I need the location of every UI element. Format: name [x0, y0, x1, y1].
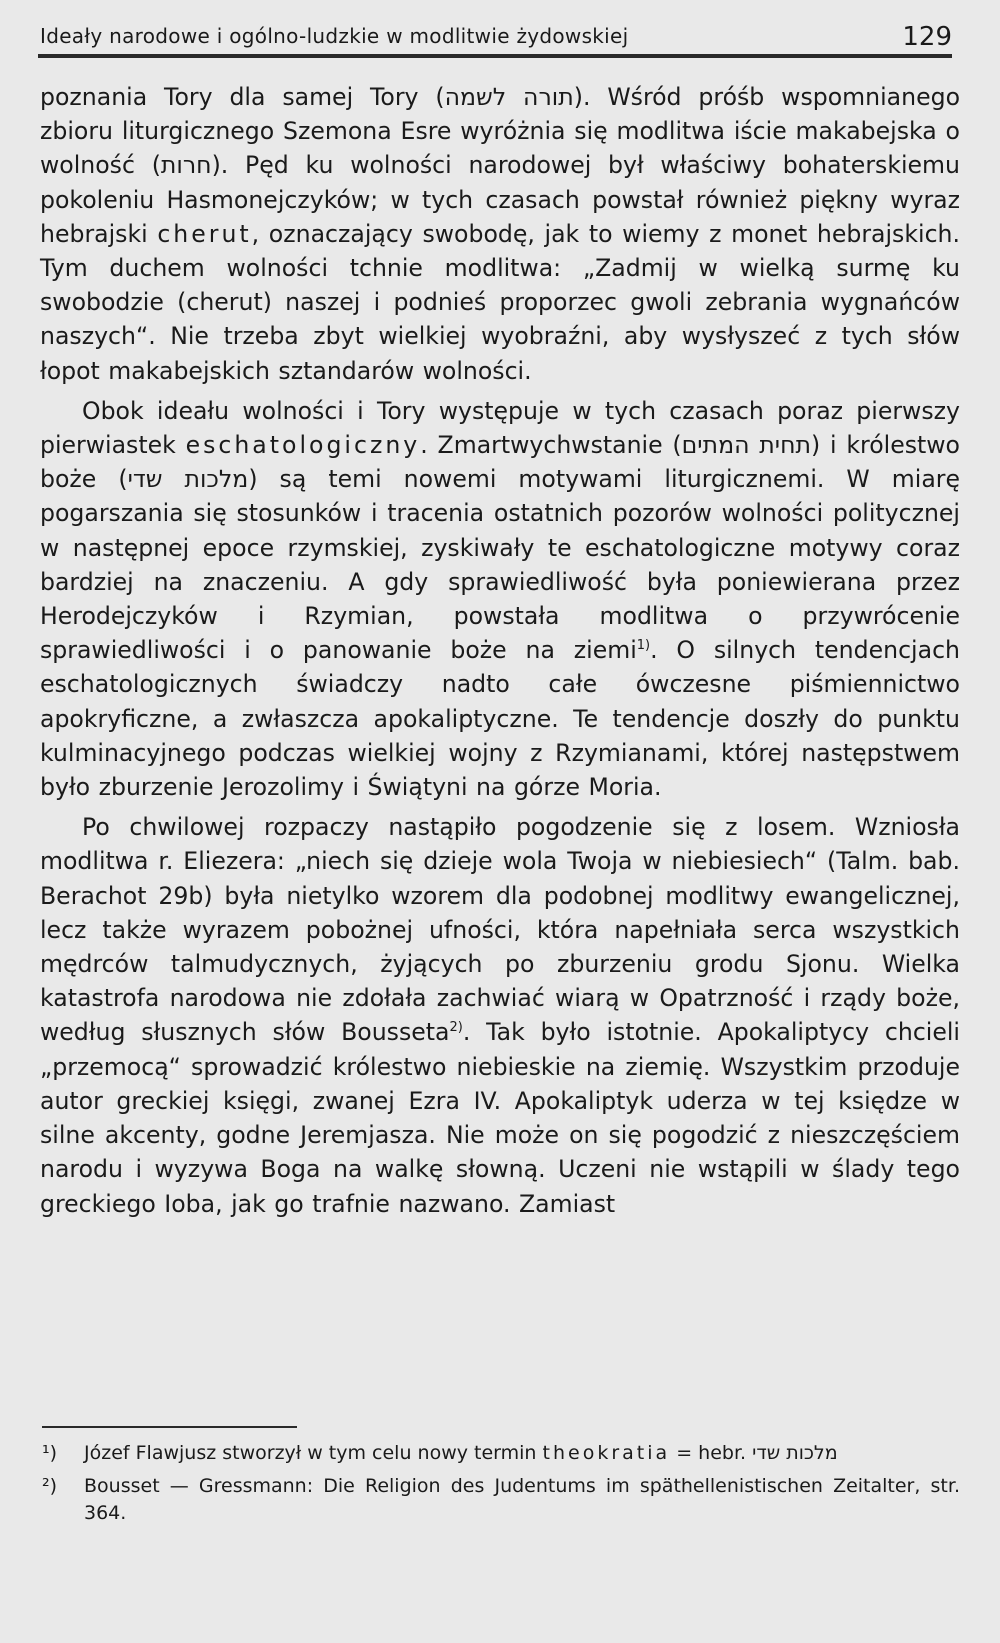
body-text: [40, 80, 960, 1221]
paragraph-3-text-b: . Tak było istotnie. Apokaliptycy chcieli „przemocą“ sprowadzić królestwo niebieskie na ziemię. Wszystkim przoduje autor greckiej księgi, zwanej Ezra IV. Apokaliptyk uderza w tej księdze w silne akcenty, godne Jeremjasza. Nie może on się pogodzić z nieszczęściem narodu i wyzywa Boga na walkę słowną. Uczeni nie wstąpili w ślady tego greckiego Ioba, jak go trafnie nazwano. Zamiast: [40, 1018, 960, 1218]
footnote-1-text-b: = hebr. מלכות שדי: [670, 1442, 838, 1464]
term-eschatologiczny: eschatologiczny: [185, 431, 421, 460]
paragraph-2-text-c: . O silnych tendencjach eschatologicznych świadczy nadto całe ówczesne piśmiennictwo apokryficzne, a zwłaszcza apokaliptyczne. Te tendencje doszły do punktu kulminacyjnego podczas wielkiej wojny z Rzymianami, której następstwem było zburzenie Jerozolimy i Świątyni na górze Moria.: [40, 636, 960, 802]
paragraph-3: [40, 810, 960, 1220]
running-title: Ideały narodowe i ogólno-ludzkie w modlitwie żydowskiej: [40, 24, 629, 48]
paragraph-1-text-b: , oznaczający swobodę, jak to wiemy z monet hebrajskich. Tym duchem wolności tchnie modlitwa: „Zadmij w wielką surmę ku swobodzie (cherut) naszej i podnieś proporzec gwoli zebrania wygnańców naszych“. Nie trzeba zbyt wielkiej wyobraźni, aby wysłyszeć z tych słów łopot makabejskich sztandarów wolności.: [40, 219, 960, 385]
footnotes: [42, 1440, 960, 1533]
footnote-1-text-a: Józef Flawjusz stworzył w tym celu nowy termin: [84, 1442, 543, 1464]
term-theokratia: theokratia: [542, 1442, 671, 1464]
paragraph-2: [40, 394, 960, 804]
running-head: [38, 14, 952, 58]
footnote-2-text: Bousset — Gressmann: Die Religion des Judentums im späthellenistischen Zeitalter, str. 364.: [84, 1475, 960, 1524]
page-number: 129: [902, 22, 952, 52]
paragraph-2-text-a: Obok ideału wolności i Tory występuje w tych czasach poraz pierwszy pierwiastek: [40, 396, 960, 460]
footnote-1-mark: ¹): [42, 1442, 58, 1464]
footnote-divider: [42, 1426, 297, 1428]
paragraph-1-text-a: poznania Tory dla samej Tory (תורה לשמה). Wśród próśb wspomnianego zbioru liturgicznego Szemona Esre wyróżnia się modlitwa iście makabejska o wolność (חרות). Pęd ku wolności narodowej był właściwy bohaterskiemu pokoleniu Hasmonejczyków; w tych czasach powstał również piękny wyraz hebrajski: [40, 83, 961, 248]
footnote-ref-2[interactable]: 2): [449, 1020, 463, 1036]
footnote-2-mark: ²): [42, 1475, 58, 1497]
paragraph-3-text-a: Po chwilowej rozpaczy nastąpiło pogodzenie się z losem. Wzniosła modlitwa r. Eliezera: „niech się dzieje wola Twoja w niebiesiech“ (Talm. bab. Berachot 29b) była nietylko wzorem dla podobnej modlitwy ewangelicznej, lecz także wyrazem pobożnej ufności, która napełniała serca wszystkich mędrców talmudycznych, żyjących po zburzeniu grodu Sjonu. Wielka katastrofa narodowa nie zdołała zachwiać wiarą w Opatrzność i rządy boże, według słusznych słów Bousseta: [40, 813, 960, 1047]
footnote-2: [42, 1473, 960, 1527]
term-cherut: cherut: [157, 219, 252, 248]
footnote-1: [42, 1440, 960, 1467]
footnote-1-text: [84, 1440, 960, 1467]
paragraph-2-text-b: . Zmartwychwstanie (תחית המתים) i królestwo boże (מלכות שדי) są temi nowemi motywami liturgicznemi. W miarę pogarszania się stosunków i tracenia ostatnich pozorów wolności politycznej w następnej epoce rzymskiej, zyskiwały te eschatologiczne motywy coraz bardziej na znaczeniu. A gdy sprawiedliwość była poniewierana przez Herodejczyków i Rzymian, powstała modlitwa o przywrócenie sprawiedliwości i o panowanie boże na ziemi: [40, 431, 960, 665]
paragraph-1: [40, 80, 960, 388]
footnote-ref-1[interactable]: 1): [636, 638, 651, 654]
